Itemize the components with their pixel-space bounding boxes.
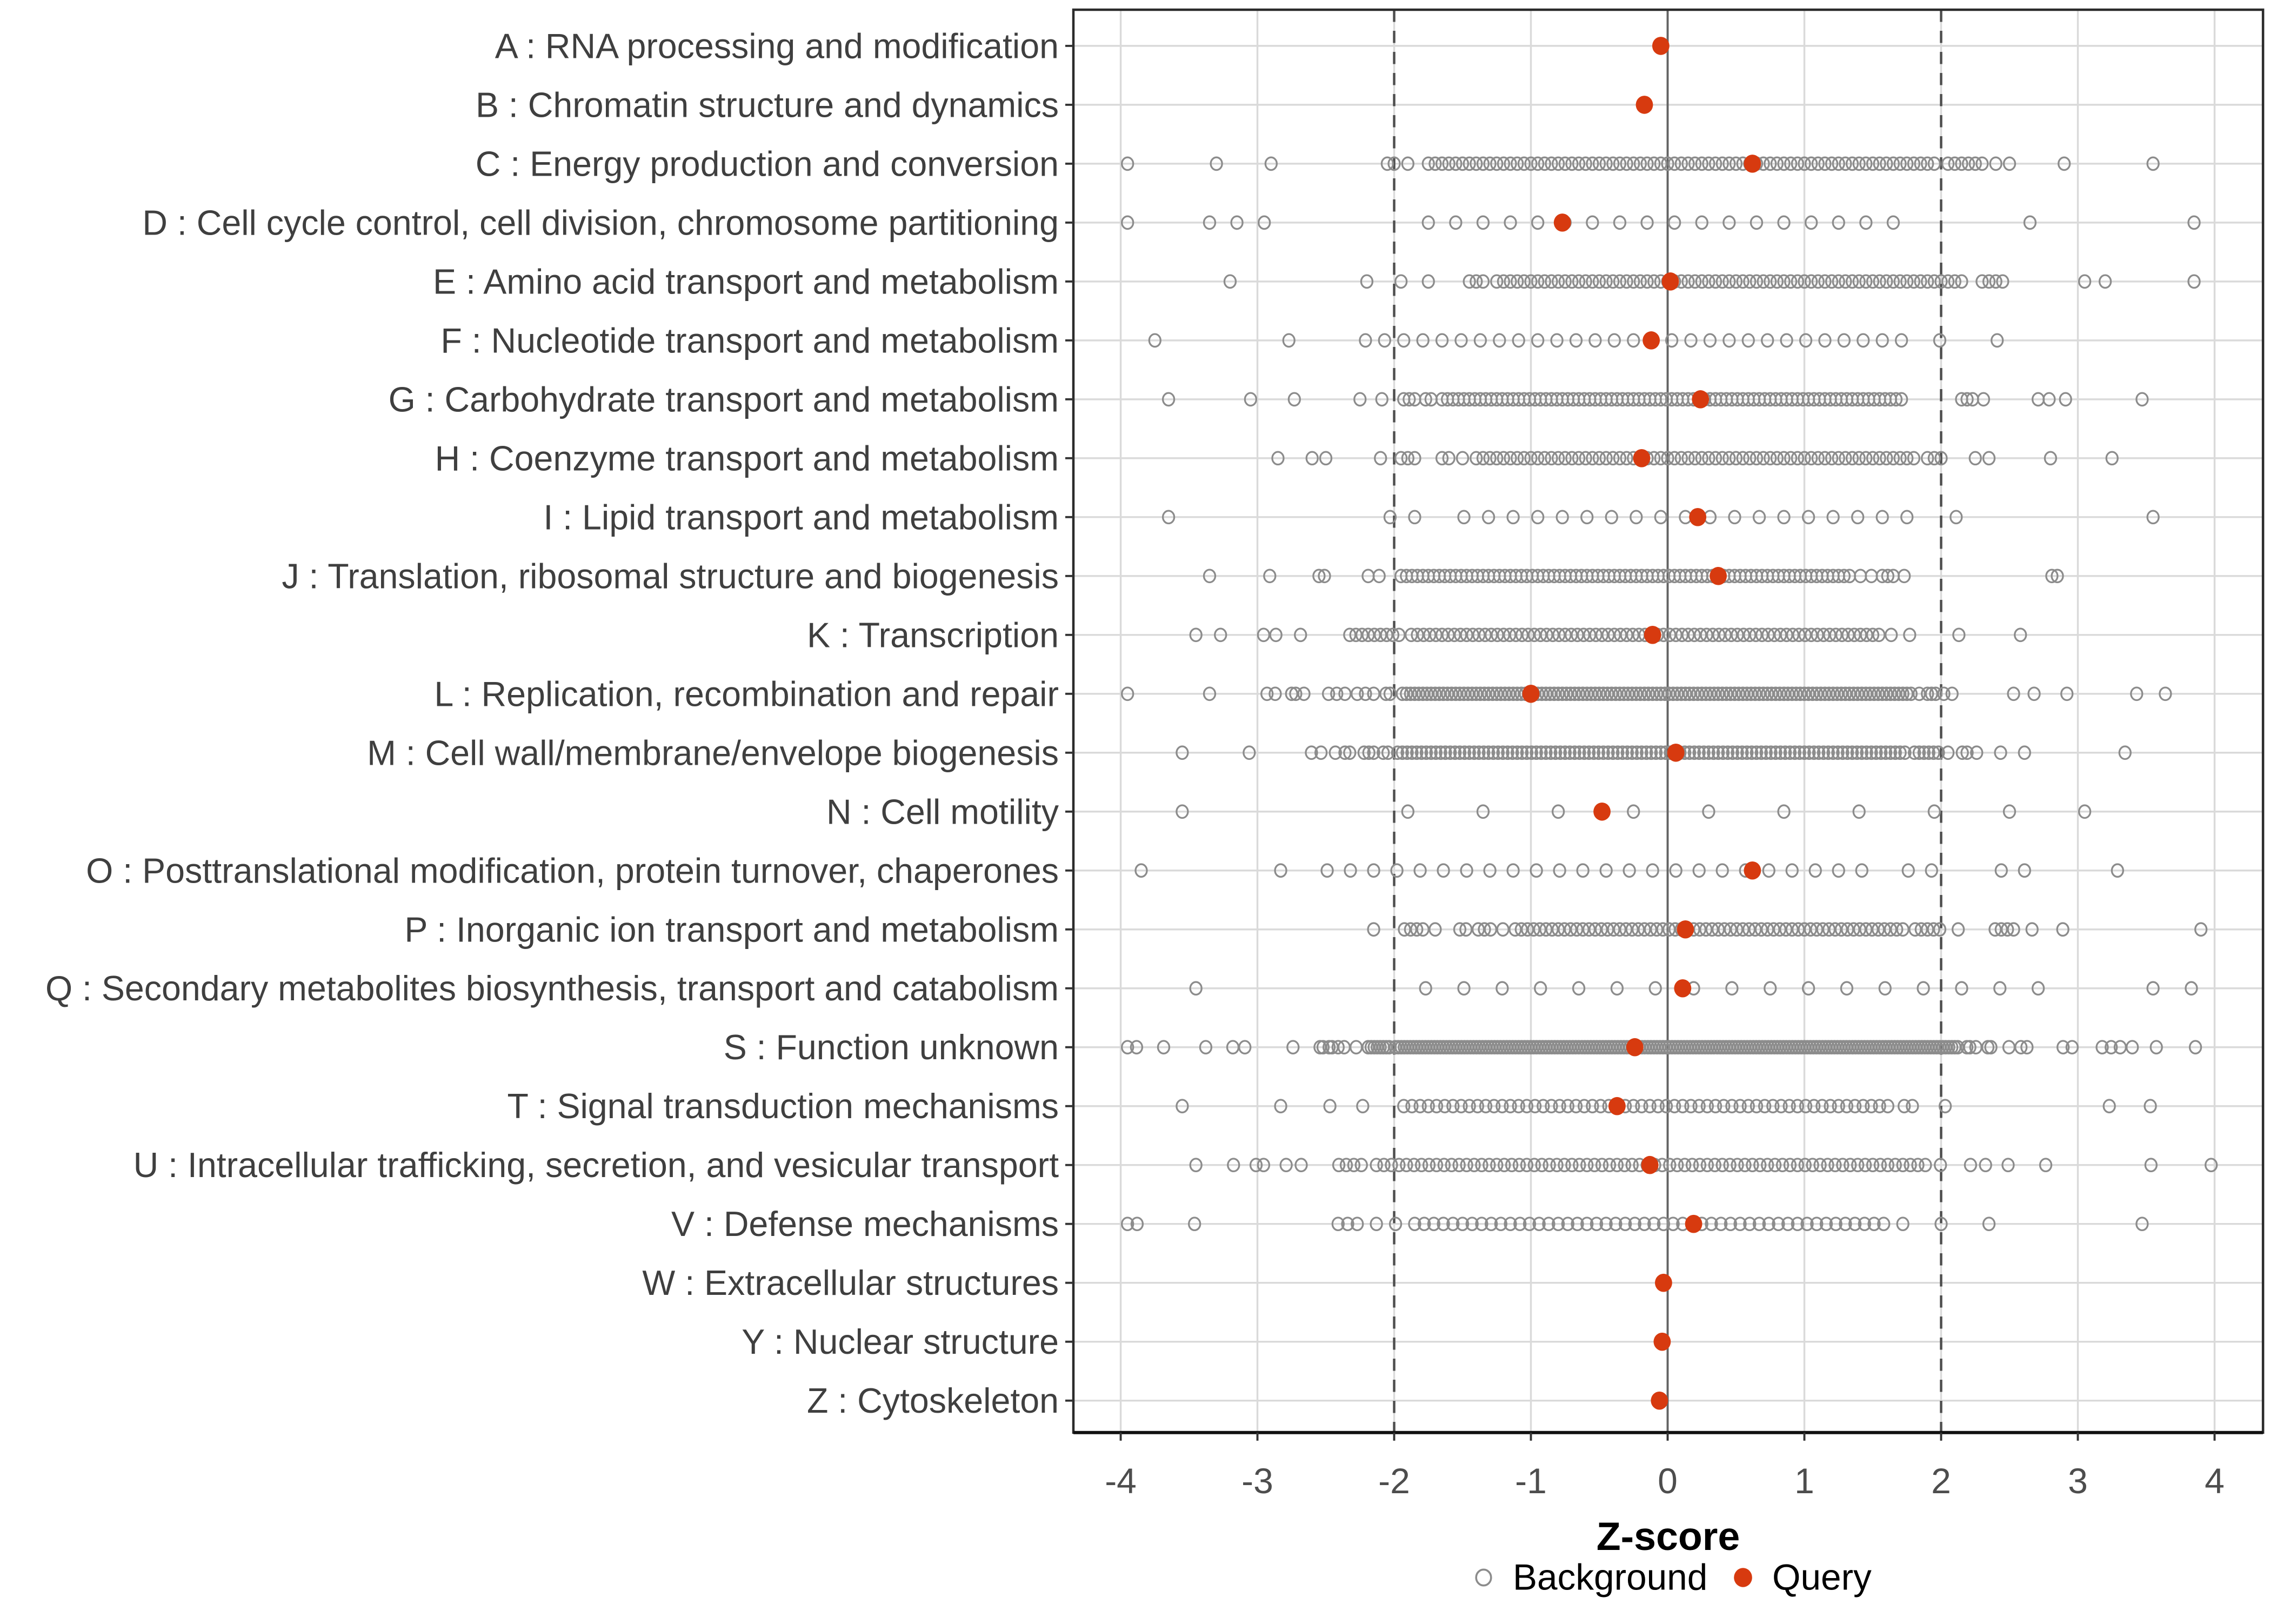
query-point xyxy=(1744,861,1761,880)
x-tick-label: -1 xyxy=(1515,1461,1547,1501)
query-point xyxy=(1636,96,1653,114)
category-label: P : Inorganic ion transport and metabolism xyxy=(404,910,1059,950)
x-tick-label: 3 xyxy=(2068,1461,2088,1501)
category-label: S : Function unknown xyxy=(723,1028,1059,1067)
query-point xyxy=(1633,449,1651,467)
category-label: K : Transcription xyxy=(806,616,1059,655)
category-label: E : Amino acid transport and metabolism xyxy=(433,262,1059,302)
x-axis-title: Z-score xyxy=(1596,1514,1740,1559)
query-point xyxy=(1523,685,1540,703)
x-tick-label: -4 xyxy=(1105,1461,1137,1501)
category-label: J : Translation, ribosomal structure and biogenesis xyxy=(282,557,1059,596)
category-label: U : Intracellular trafficking, secretion, and vesicular transport xyxy=(133,1146,1059,1185)
x-tick-label: 2 xyxy=(1931,1461,1951,1501)
query-point xyxy=(1554,213,1571,232)
query-point xyxy=(1692,390,1709,409)
query-point xyxy=(1641,1156,1659,1174)
query-point xyxy=(1744,155,1761,173)
x-tick-label: 4 xyxy=(2205,1461,2225,1501)
query-point xyxy=(1677,920,1694,939)
query-point xyxy=(1626,1038,1644,1057)
query-point xyxy=(1710,567,1727,585)
legend-query-label: Query xyxy=(1772,1557,1872,1598)
query-point xyxy=(1644,626,1661,644)
category-label: A : RNA processing and modification xyxy=(495,26,1059,66)
query-point xyxy=(1667,744,1685,762)
x-tick-label: 1 xyxy=(1794,1461,1814,1501)
category-label: F : Nucleotide transport and metabolism xyxy=(440,321,1059,360)
category-label: L : Replication, recombination and repair xyxy=(434,674,1059,714)
category-label: H : Coenzyme transport and metabolism xyxy=(435,439,1059,478)
category-label: Q : Secondary metabolites biosynthesis, transport and catabolism xyxy=(45,969,1059,1008)
legend-background-icon xyxy=(1476,1569,1491,1585)
x-tick-label: -2 xyxy=(1378,1461,1410,1501)
category-label: V : Defense mechanisms xyxy=(671,1205,1059,1244)
x-tick-label: 0 xyxy=(1658,1461,1678,1501)
query-point xyxy=(1662,272,1679,291)
category-label: M : Cell wall/membrane/envelope biogenesis xyxy=(367,733,1059,773)
category-label: Z : Cytoskeleton xyxy=(806,1381,1059,1421)
legend-background-label: Background xyxy=(1513,1557,1708,1598)
category-label: W : Extracellular structures xyxy=(642,1264,1059,1303)
query-point xyxy=(1685,1215,1702,1233)
category-label: D : Cell cycle control, cell division, chromosome partitioning xyxy=(142,203,1059,243)
query-point xyxy=(1689,508,1706,526)
category-label: N : Cell motility xyxy=(826,792,1059,832)
query-point xyxy=(1593,803,1611,821)
category-label: I : Lipid transport and metabolism xyxy=(543,498,1059,537)
category-label: C : Energy production and conversion xyxy=(475,144,1059,184)
x-tick-label: -3 xyxy=(1241,1461,1273,1501)
category-label: G : Carbohydrate transport and metabolism xyxy=(388,380,1059,419)
category-label: O : Posttranslational modification, protein turnover, chaperones xyxy=(86,851,1059,891)
query-point xyxy=(1651,1392,1668,1410)
query-point xyxy=(1608,1097,1626,1115)
legend-query-icon xyxy=(1734,1568,1752,1587)
category-label: Y : Nuclear structure xyxy=(742,1322,1059,1362)
query-point xyxy=(1674,979,1691,998)
category-label: B : Chromatin structure and dynamics xyxy=(475,85,1059,125)
category-label: T : Signal transduction mechanisms xyxy=(507,1087,1059,1126)
query-point xyxy=(1643,331,1660,350)
query-point xyxy=(1655,1274,1672,1292)
query-point xyxy=(1653,1333,1671,1351)
query-point xyxy=(1652,37,1670,55)
